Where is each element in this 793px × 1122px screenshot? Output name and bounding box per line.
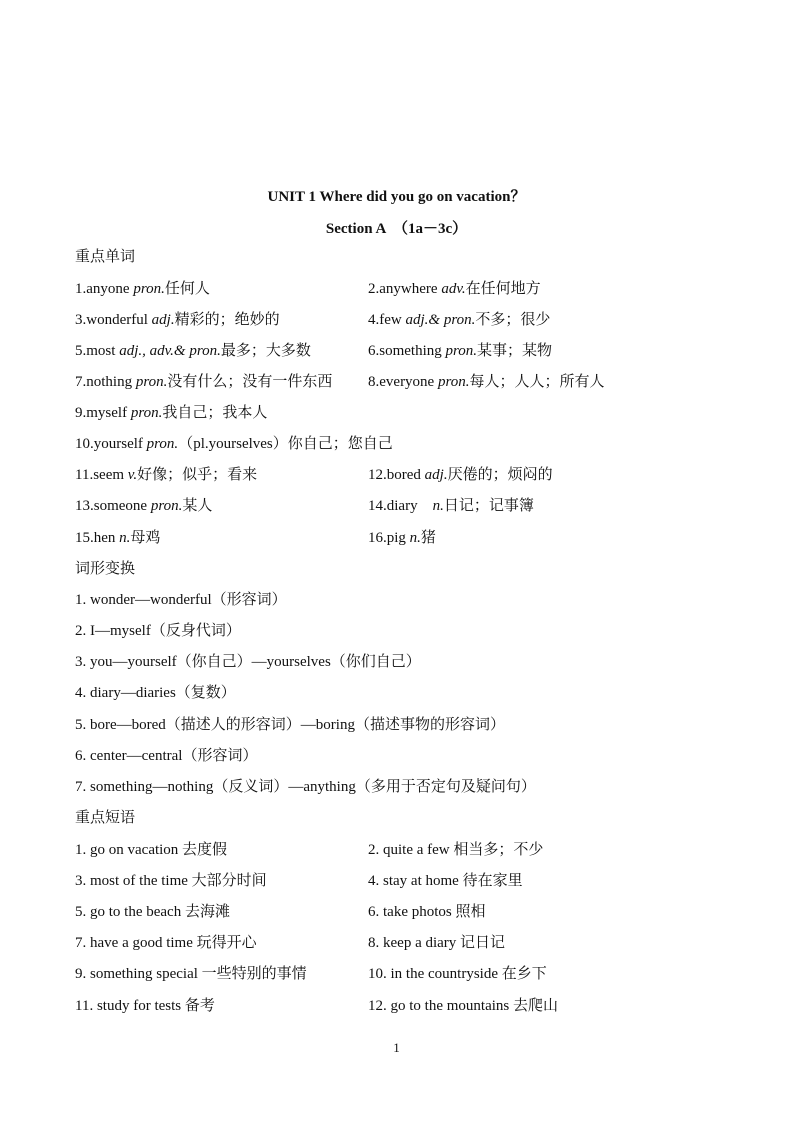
vocab-item — [75, 340, 311, 362]
vocab-item — [75, 495, 212, 517]
vocab-word: wonderful — [86, 312, 152, 328]
vocab-part-of-speech: pron. — [135, 374, 168, 390]
vocab-meaning: 最多；大多数 — [220, 343, 311, 359]
page-title: UNIT 1 Where did you go on vacation？ — [267, 189, 526, 205]
phrase-item: 10. in the countryside 在乡下 — [368, 966, 547, 982]
vocab-item — [368, 495, 534, 517]
vocab-number: 6. — [368, 343, 380, 359]
vocab-meaning: （pl.yourselves）你自己；您自己 — [178, 436, 393, 452]
vocab-part-of-speech: v. — [127, 467, 138, 483]
form-item: 7. something—nothing（反义词）—anything（多用于否定句及疑问句） — [75, 779, 536, 795]
vocab-number: 11. — [75, 467, 94, 483]
vocab-meaning: 某人 — [182, 498, 213, 514]
vocab-part-of-speech: adj. — [424, 467, 448, 483]
form-item: 6. center—central（形容词） — [75, 748, 258, 764]
vocab-word: bored — [386, 467, 425, 483]
phrase-item: 8. keep a diary 记日记 — [368, 935, 506, 951]
vocab-number: 12. — [368, 467, 387, 483]
vocab-heading: 重点单词 — [75, 249, 136, 265]
phrase-item: 11. study for tests 备考 — [75, 998, 215, 1014]
vocab-meaning: 厌倦的；烦闷的 — [447, 467, 553, 483]
vocab-number: 4. — [368, 312, 380, 328]
vocab-meaning: 我自己；我本人 — [162, 405, 268, 421]
vocab-part-of-speech: pron. — [150, 498, 183, 514]
phrases-heading: 重点短语 — [75, 810, 136, 826]
vocab-item — [75, 402, 267, 424]
vocab-item — [368, 464, 553, 486]
vocab-part-of-speech: n. — [119, 530, 131, 546]
vocab-part-of-speech: n. — [432, 498, 444, 514]
vocab-item — [75, 371, 332, 393]
vocab-item — [368, 278, 541, 300]
phrase-item: 9. something special 一些特别的事情 — [75, 966, 307, 982]
vocab-item — [75, 278, 210, 300]
vocab-item — [368, 371, 605, 393]
form-item: 2. I—myself（反身代词） — [75, 623, 241, 639]
vocab-word: hen — [93, 530, 120, 546]
vocab-meaning: 某事；某物 — [477, 343, 553, 359]
vocab-word: anywhere — [379, 281, 442, 297]
vocab-item — [368, 527, 436, 549]
phrase-item: 6. take photos 照相 — [368, 904, 486, 920]
vocab-number: 3. — [75, 312, 87, 328]
form-item: 5. bore—bored（描述人的形容词）—boring（描述事物的形容词） — [75, 717, 505, 733]
vocab-part-of-speech: pron. — [133, 281, 165, 297]
vocab-word: pig — [386, 530, 410, 546]
vocab-number: 10. — [75, 436, 94, 452]
phrase-item: 5. go to the beach 去海滩 — [75, 904, 230, 920]
vocab-word: most — [86, 343, 120, 359]
vocab-part-of-speech: pron. — [130, 405, 163, 421]
vocab-word: yourself — [93, 436, 147, 452]
vocab-word: something — [379, 343, 446, 359]
vocab-word: seem — [93, 467, 128, 483]
form-item: 1. wonder—wonderful（形容词） — [75, 592, 287, 608]
vocab-part-of-speech: pron. — [437, 374, 470, 390]
vocab-meaning: 好像；似乎；看来 — [137, 467, 258, 483]
vocab-number: 15. — [75, 530, 94, 546]
vocab-item — [75, 309, 280, 331]
vocab-number: 14. — [368, 498, 387, 514]
vocab-item — [75, 464, 257, 486]
vocab-meaning: 母鸡 — [130, 530, 161, 546]
vocab-item — [75, 527, 160, 549]
vocab-meaning: 不多；很少 — [475, 312, 551, 328]
vocab-meaning: 在任何地方 — [465, 281, 541, 297]
vocab-meaning: 精彩的；绝妙的 — [174, 312, 280, 328]
vocab-number: 16. — [368, 530, 387, 546]
vocab-part-of-speech: pron. — [146, 436, 179, 452]
phrase-item: 2. quite a few 相当多；不少 — [368, 842, 544, 858]
vocab-word: nothing — [86, 374, 136, 390]
vocab-part-of-speech: adv. — [441, 281, 466, 297]
vocab-meaning: 没有什么；没有一件东西 — [167, 374, 333, 390]
vocab-word: someone — [93, 498, 151, 514]
vocab-number: 8. — [368, 374, 380, 390]
phrase-item: 7. have a good time 玩得开心 — [75, 935, 257, 951]
vocab-part-of-speech: adj., adv.& pron. — [119, 343, 221, 359]
vocab-number: 13. — [75, 498, 94, 514]
vocab-number: 1. — [75, 281, 87, 297]
phrase-item: 12. go to the mountains 去爬山 — [368, 998, 558, 1014]
vocab-part-of-speech: adj.& pron. — [405, 312, 476, 328]
vocab-number: 9. — [75, 405, 87, 421]
forms-heading: 词形变换 — [75, 561, 136, 577]
vocab-word: everyone — [379, 374, 438, 390]
vocab-word: few — [379, 312, 406, 328]
vocab-part-of-speech: n. — [409, 530, 421, 546]
vocab-word: myself — [86, 405, 131, 421]
form-item: 4. diary—diaries（复数） — [75, 685, 236, 701]
vocab-part-of-speech: pron. — [445, 343, 478, 359]
vocab-item — [368, 309, 550, 331]
vocab-meaning: 猪 — [420, 530, 436, 546]
vocab-word: diary — [386, 498, 433, 514]
vocab-word: anyone — [86, 281, 134, 297]
vocab-meaning: 日记；记事簿 — [443, 498, 534, 514]
vocab-number: 5. — [75, 343, 87, 359]
section-subtitle: Section A （1a－3c） — [325, 221, 468, 237]
vocab-number: 2. — [368, 281, 380, 297]
vocab-part-of-speech: adj. — [151, 312, 175, 328]
page-number: 1 — [393, 1040, 400, 1055]
vocab-item — [75, 433, 393, 455]
vocab-number: 7. — [75, 374, 87, 390]
vocab-item — [368, 340, 552, 362]
phrase-item: 3. most of the time 大部分时间 — [75, 873, 267, 889]
phrase-item: 1. go on vacation 去度假 — [75, 842, 228, 858]
form-item: 3. you—yourself（你自己）—yourselves（你们自己） — [75, 654, 421, 670]
phrase-item: 4. stay at home 待在家里 — [368, 873, 523, 889]
vocab-meaning: 任何人 — [164, 281, 210, 297]
vocab-meaning: 每人；人人；所有人 — [469, 374, 605, 390]
